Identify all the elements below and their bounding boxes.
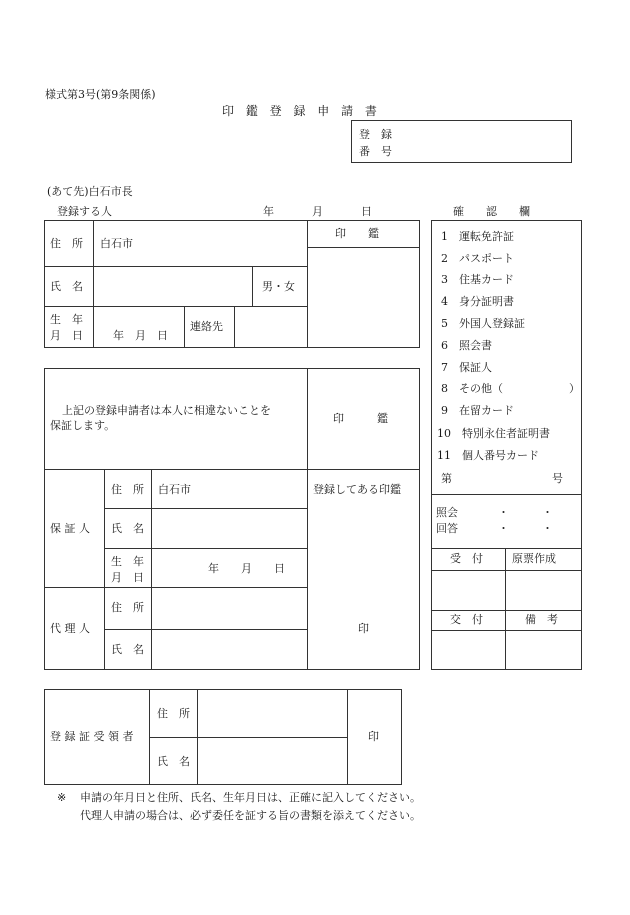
guarantor-statement-2: 保証します。 xyxy=(50,419,116,432)
received-label: 受 付 xyxy=(450,552,483,565)
delivered-label: 交 付 xyxy=(450,613,483,626)
guarantor-label: 保 証 人 xyxy=(50,522,90,535)
applicant-birth-label-1: 生 年 xyxy=(50,313,83,326)
agent-address-label: 住 所 xyxy=(111,601,144,614)
registration-label-1: 登 録 xyxy=(359,128,392,141)
recipient-label: 登 録 証 受 領 者 xyxy=(50,730,134,743)
confirmation-item[interactable]: 11 個人番号カード xyxy=(437,449,539,462)
recipient-name-input[interactable] xyxy=(198,738,346,784)
confirmation-item[interactable]: 6 照会書 xyxy=(441,339,492,352)
confirmation-panel xyxy=(431,220,582,670)
guarantor-name-label: 氏 名 xyxy=(111,522,144,535)
registered-seal-label: 登録してある印鑑 xyxy=(313,483,401,496)
confirmation-item[interactable]: 4 身分証明書 xyxy=(441,295,514,308)
confirmation-item[interactable]: 10 特別永住者証明書 xyxy=(437,427,550,440)
applicant-seal-label: 印 鑑 xyxy=(335,227,379,240)
applicant-name-input[interactable] xyxy=(94,267,251,305)
confirmation-item[interactable]: 5 外国人登録証 xyxy=(441,317,525,330)
confirmation-header: 確 認 欄 xyxy=(453,205,530,218)
agent-name-label: 氏 名 xyxy=(111,643,144,656)
number-prefix: 第 xyxy=(441,472,452,485)
inquiry-date-dots[interactable]: ・ ・ xyxy=(498,506,553,519)
guarantor-statement-1: 上記の登録申請者は本人に相違ないことを xyxy=(62,404,271,417)
recipient-name-label: 氏 名 xyxy=(157,755,190,768)
contact-label: 連絡先 xyxy=(190,320,223,333)
remarks-label: 備 考 xyxy=(525,613,558,626)
guarantor-name-input[interactable] xyxy=(152,509,306,547)
answer-date-dots[interactable]: ・ ・ xyxy=(498,522,553,535)
note-line-2: 代理人申請の場合は、必ず委任を証する旨の書類を添えてください。 xyxy=(80,809,421,822)
applicant-seal-area[interactable] xyxy=(308,248,419,347)
addressee: (あて先)白石市長 xyxy=(47,185,133,198)
confirmation-item[interactable]: 3 住基カード xyxy=(441,273,514,286)
contact-input[interactable] xyxy=(235,307,307,348)
confirmation-item[interactable]: 1 運転免許証 xyxy=(441,230,514,243)
applicant-name-label: 氏 名 xyxy=(50,280,83,293)
date-year-label: 年 xyxy=(263,205,274,218)
answer-label: 回答 xyxy=(436,522,458,535)
guarantor-seal-area[interactable] xyxy=(308,500,419,587)
agent-label: 代 理 人 xyxy=(50,622,90,635)
note-line-1: 申請の年月日と住所、氏名、生年月日は、正確に記入してください。 xyxy=(80,791,421,804)
guarantor-birth-label-1: 生 年 xyxy=(111,555,144,568)
recipient-address-label: 住 所 xyxy=(157,707,190,720)
confirmation-item[interactable]: 2 パスポート xyxy=(441,252,514,265)
registration-number-box[interactable] xyxy=(351,120,572,163)
guarantor-address-input[interactable]: 白石市 xyxy=(158,483,191,496)
original-record-label: 原票作成 xyxy=(512,552,556,565)
guarantor-birth-label-2: 月 日 xyxy=(111,571,144,584)
guarantor-address-label: 住 所 xyxy=(111,483,144,496)
confirmation-item[interactable]: 9 在留カード xyxy=(441,404,514,417)
recipient-address-input[interactable] xyxy=(198,690,346,736)
agent-address-input[interactable] xyxy=(152,588,306,628)
recipient-seal-mark[interactable]: 印 xyxy=(368,730,379,743)
applicant-birth-date-input[interactable]: 年 月 日 xyxy=(113,329,168,342)
form-number-label: 様式第3号(第9条関係) xyxy=(45,88,156,101)
applicant-header: 登録する人 xyxy=(57,205,112,218)
guarantor-seal-label: 印 鑑 xyxy=(333,412,388,425)
gender-selector[interactable]: 男・女 xyxy=(262,280,295,293)
confirmation-item[interactable]: 7 保証人 xyxy=(441,361,492,374)
guarantor-birth-date-input[interactable]: 年 月 日 xyxy=(208,562,285,575)
confirmation-item[interactable]: 8 その他（ ） xyxy=(441,382,580,395)
registration-label-2: 番 号 xyxy=(359,145,392,158)
date-month-label: 月 xyxy=(312,205,323,218)
inquiry-label: 照会 xyxy=(436,506,458,519)
number-suffix: 号 xyxy=(552,472,563,485)
applicant-address-input[interactable]: 白石市 xyxy=(100,237,133,250)
agent-seal-mark[interactable]: 印 xyxy=(358,622,369,635)
applicant-address-label: 住 所 xyxy=(50,237,83,250)
date-day-label: 日 xyxy=(361,205,372,218)
page-title: 印 鑑 登 録 申 請 書 xyxy=(222,104,377,118)
agent-name-input[interactable] xyxy=(152,630,306,669)
note-mark: ※ xyxy=(57,791,67,804)
applicant-birth-label-2: 月 日 xyxy=(50,329,83,342)
